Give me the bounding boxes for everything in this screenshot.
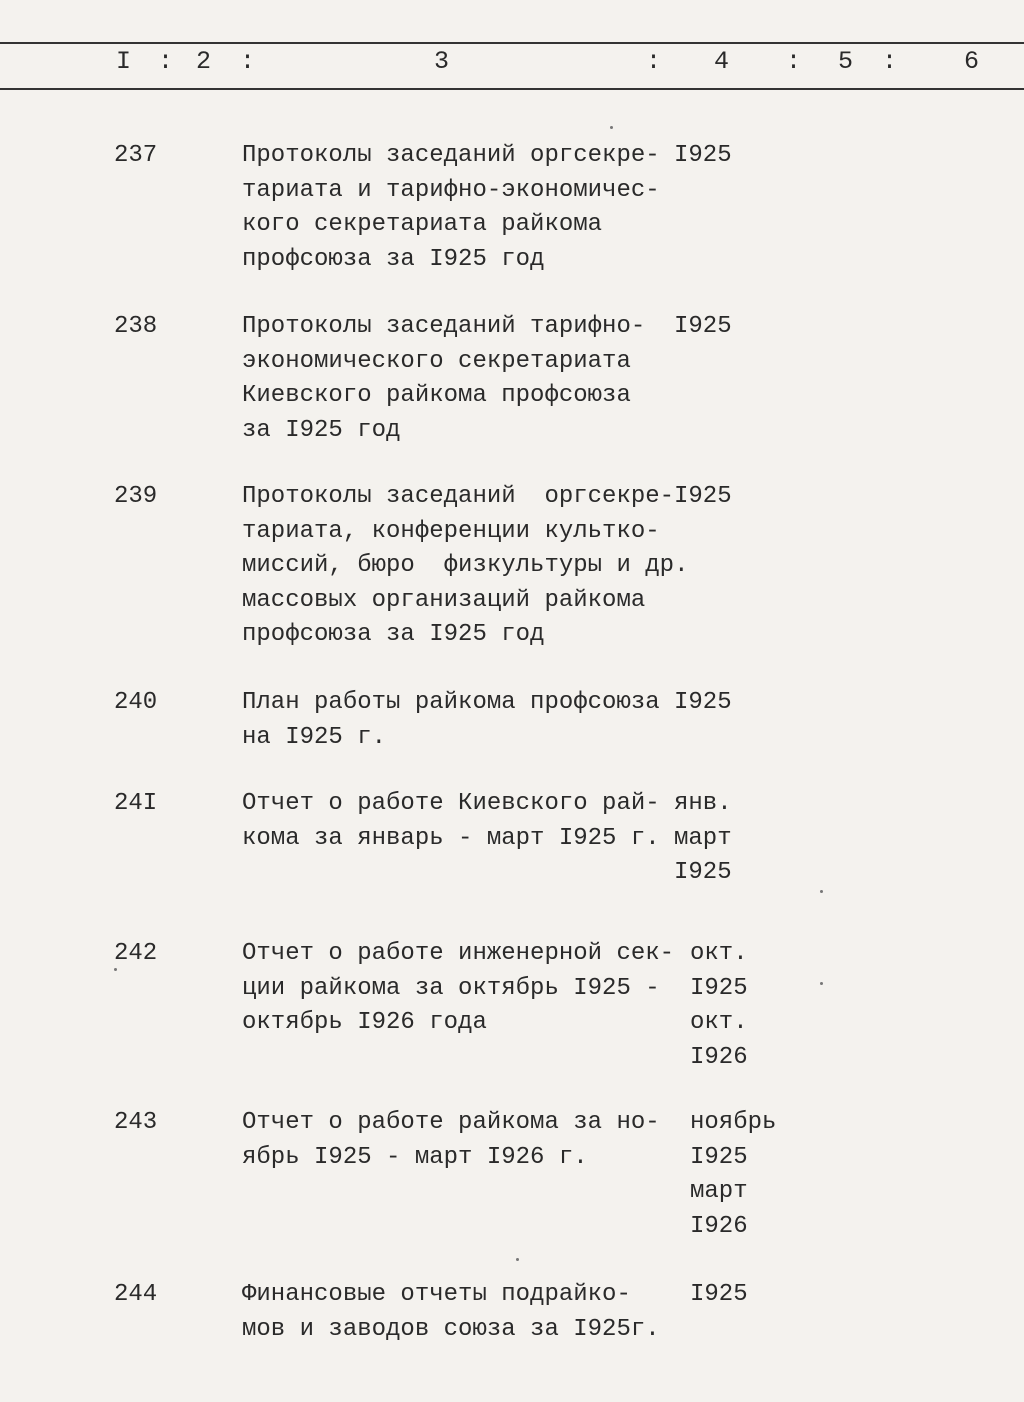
scan-speck: [610, 126, 613, 129]
entry-title: Протоколы заседаний тарифно- экономического секретариата Киевского райкома профсоюза за I925 год: [242, 313, 646, 444]
scan-speck: [820, 982, 823, 985]
entry-dates: янв. март I925: [674, 790, 732, 886]
entry-number: 237: [114, 142, 158, 169]
scan-speck: [820, 890, 823, 893]
entry-dates: окт. I925 окт. I926: [690, 940, 748, 1071]
column-header-5: 5: [838, 47, 854, 76]
entry-title: Финансовые отчеты подрайко- мов и заводов союза за I925г.: [242, 1281, 660, 1343]
column-header-6: 6: [964, 47, 980, 76]
entry-title: Отчет о работе инженерной сек- ции райкома за октябрь I925 - октябрь I926 года: [242, 940, 675, 1036]
entry-number: 243: [114, 1109, 158, 1136]
entry-dates: ноябрь I925 март I926: [690, 1109, 777, 1240]
entry-title: Отчет о работе райкома за но- ябрь I925 - март I926 г.: [242, 1109, 660, 1171]
entry-dates: I925: [674, 313, 732, 340]
entry-dates: I925: [674, 689, 732, 716]
column-separator: :: [882, 47, 898, 76]
column-separator: :: [158, 47, 174, 76]
entry-number: 24I: [114, 790, 158, 817]
column-header-2: 2: [196, 47, 212, 76]
entry-dates: I925: [674, 142, 732, 169]
column-header-3: 3: [434, 47, 450, 76]
entry-number: 238: [114, 313, 158, 340]
entry-dates: I925: [690, 1281, 748, 1308]
header-bottom-rule: [0, 88, 1024, 90]
scan-speck: [114, 968, 117, 971]
scan-speck: [516, 1258, 519, 1261]
column-separator: :: [646, 47, 662, 76]
column-header-1: I: [116, 47, 132, 76]
entry-number: 244: [114, 1281, 158, 1308]
entry-title: Протоколы заседаний оргсекре- тариата, конференции культко- миссий, бюро физкультуры и др. массовых организаций райкома профсоюза за I925 год: [242, 483, 689, 648]
entry-title: Протоколы заседаний оргсекре- тариата и тарифно-экономичес- кого секретариата райкома профсоюза за I925 год: [242, 142, 660, 273]
header-top-rule: [0, 42, 1024, 44]
entry-dates: I925: [674, 483, 732, 510]
column-separator: :: [240, 47, 256, 76]
entry-number: 240: [114, 689, 158, 716]
entry-number: 239: [114, 483, 158, 510]
entry-title: План работы райкома профсоюза на I925 г.: [242, 689, 660, 751]
column-header-4: 4: [714, 47, 730, 76]
entry-title: Отчет о работе Киевского рай- кома за январь - март I925 г.: [242, 790, 660, 852]
entry-number: 242: [114, 940, 158, 967]
column-separator: :: [786, 47, 802, 76]
